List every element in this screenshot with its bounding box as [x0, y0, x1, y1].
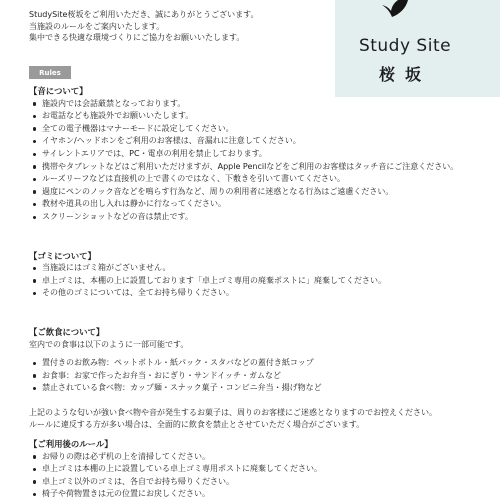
food-note: 上記のような匂いが強い食べ物や音が発生するお菓子は、周りのお客様にご迷惑となりますのでお控えください。: [29, 407, 437, 417]
list-item: ルーズリーフなどは直接机の上で書くのではなく、下敷きを引いて書いてください。: [42, 173, 495, 186]
rules-content: [29, 85, 495, 501]
food-rules-list: [29, 357, 495, 395]
list-item: その他のゴミについては、全てお持ち帰りください。: [42, 287, 495, 300]
intro-line: 当施設のルールをご案内いたします。: [29, 21, 165, 31]
list-item: お電話なども施設外でお願いいたします。: [42, 110, 495, 123]
bird-silhouette-icon: [376, 0, 410, 18]
intro-line: StudySite桜坂をご利用いただき、誠にありがとうございます。: [29, 10, 259, 19]
list-item: 携帯やタブレットなどはご利用いただけますが、Apple Pencilなどをご利用のお客様はタッチ音にご注意ください。: [42, 161, 495, 174]
list-item: サイレントエリアでは、PC・電卓の利用を禁止しております。: [42, 148, 495, 161]
list-item: 置付きのお飲み物：ペットボトル・紙パック・スタバなどの蓋付き紙コップ: [42, 357, 495, 370]
logo-subtitle: 桜坂: [378, 65, 431, 84]
list-item: スクリーンショットなどの音は禁止です。: [42, 211, 495, 224]
list-item: 椅子や荷物置きは元の位置にお戻しください。: [42, 488, 495, 501]
rules-badge: Rules: [29, 66, 71, 79]
list-item: 当施設にはゴミ箱がございません。: [42, 262, 495, 275]
list-item: 全ての電子機器はマナーモードに設定してください。: [42, 123, 495, 136]
section-title-trash: 【ゴミについて】: [29, 250, 96, 261]
list-item: 施設内では会話厳禁となっております。: [42, 98, 495, 111]
list-item: お食事：お家で作ったお弁当・おにぎり・サンドイッチ・ガムなど: [42, 370, 495, 383]
section-title-food: 【ご飲食について】: [29, 326, 105, 337]
trash-rules-list: [29, 262, 495, 300]
intro-text: [29, 9, 329, 44]
list-item: イヤホン/ヘッドホンをご利用のお客様は、音漏れに注意してください。: [42, 135, 495, 148]
list-item: 卓上ゴミは本棚の上に設置している卓上ゴミ専用ポストに廃棄してください。: [42, 463, 495, 476]
list-item: お帰りの際は必ず机の上を清掃してください。: [42, 451, 495, 464]
section-title-after-use: 【ご利用後のルール】: [29, 439, 113, 450]
food-lead: 室内での食事は以下のように一部可能です。: [29, 339, 189, 349]
list-item: 教材や道具の出し入れは静かに行なってください。: [42, 198, 495, 211]
logo-title: Study Site: [358, 36, 452, 56]
intro-line: 集中できる快適な環境づくりにご協力をお願いいたします。: [29, 33, 245, 42]
list-item: 禁止されている食べ物：カップ麺・スナック菓子・コンビニ弁当・揚げ物など: [42, 382, 495, 395]
list-item: 卓上ゴミ以外のゴミは、各自でお持ち帰りください。: [42, 476, 495, 489]
list-item: 過度にペンのノック音などを鳴らす行為など、周りの利用者に迷惑となる行為はご遠慮ください。: [42, 186, 495, 199]
after-use-rules-list: [29, 451, 495, 501]
sound-rules-list: [29, 98, 495, 224]
section-title-sound: 【音について】: [29, 86, 88, 96]
list-item: 卓上ゴミは、本棚の上に設置しております「卓上ゴミ専用の廃棄ポストに」廃棄してください。: [42, 275, 495, 288]
food-note: ルールに違反する方が多い場合は、全面的に飲食を禁止とさせていただく場合がございます。: [29, 420, 365, 430]
